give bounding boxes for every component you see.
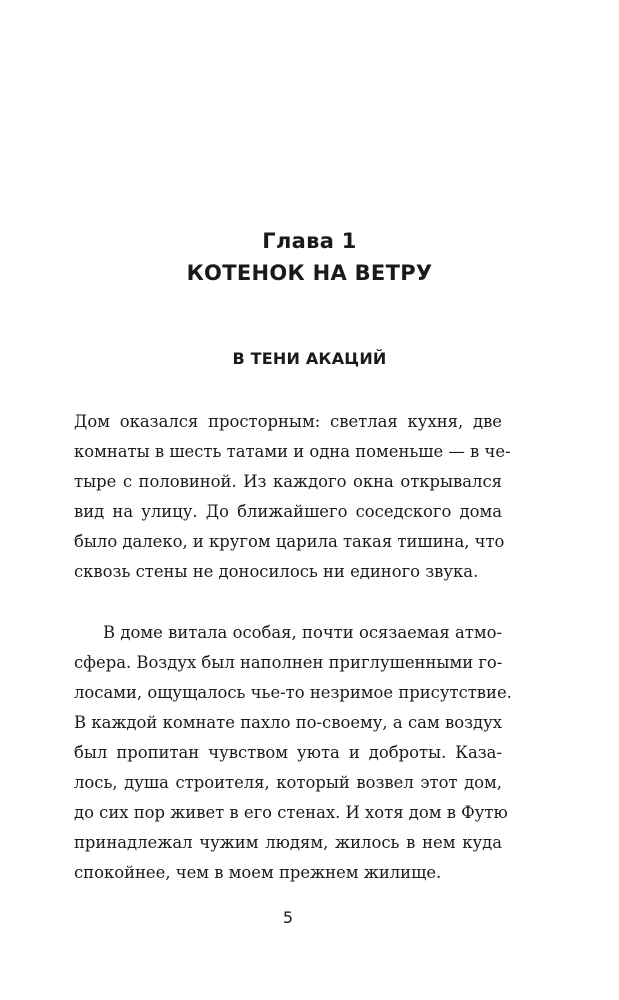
section-title: В ТЕНИ АКАЦИЙ (232, 349, 387, 368)
text-line: спокойнее, чем в моем прежнем жилище. (74, 863, 442, 882)
text-line: В доме витала особая, почти осязаемая атмо- (103, 623, 502, 642)
text-line: вид на улицу. До ближайшего соседского дома (74, 502, 502, 521)
chapter-title: КОТЕНОК НА ВЕТРУ (186, 261, 433, 285)
text-line: был пропитан чувством уюта и доброты. Каза- (74, 743, 502, 762)
text-line: до сих пор живет в его стенах. И хотя дом в Футю (74, 803, 508, 822)
text-line: было далеко, и кругом царила такая тишина, что (74, 532, 505, 551)
text-line: лось, душа строителя, который возвел этот дом, (74, 773, 502, 792)
text-line: сфера. Воздух был наполнен приглушенными го- (74, 653, 503, 672)
text-line: Дом оказался просторным: светлая кухня, две (74, 412, 502, 431)
text-line: комнаты в шесть татами и одна поменьше — в че- (74, 442, 511, 461)
text-line: В каждой комнате пахло по-своему, а сам воздух (74, 713, 502, 732)
text-line: сквозь стены не доносилось ни единого звука. (74, 562, 479, 581)
chapter-number: Глава 1 (262, 229, 357, 253)
text-line: тыре с половиной. Из каждого окна открывался (74, 472, 502, 491)
text-line: лосами, ощущалось чье-то незримое присутствие. (74, 683, 512, 702)
text-line: принадлежал чужим людям, жилось в нем куда (74, 833, 502, 852)
page-number: 5 (282, 908, 294, 927)
